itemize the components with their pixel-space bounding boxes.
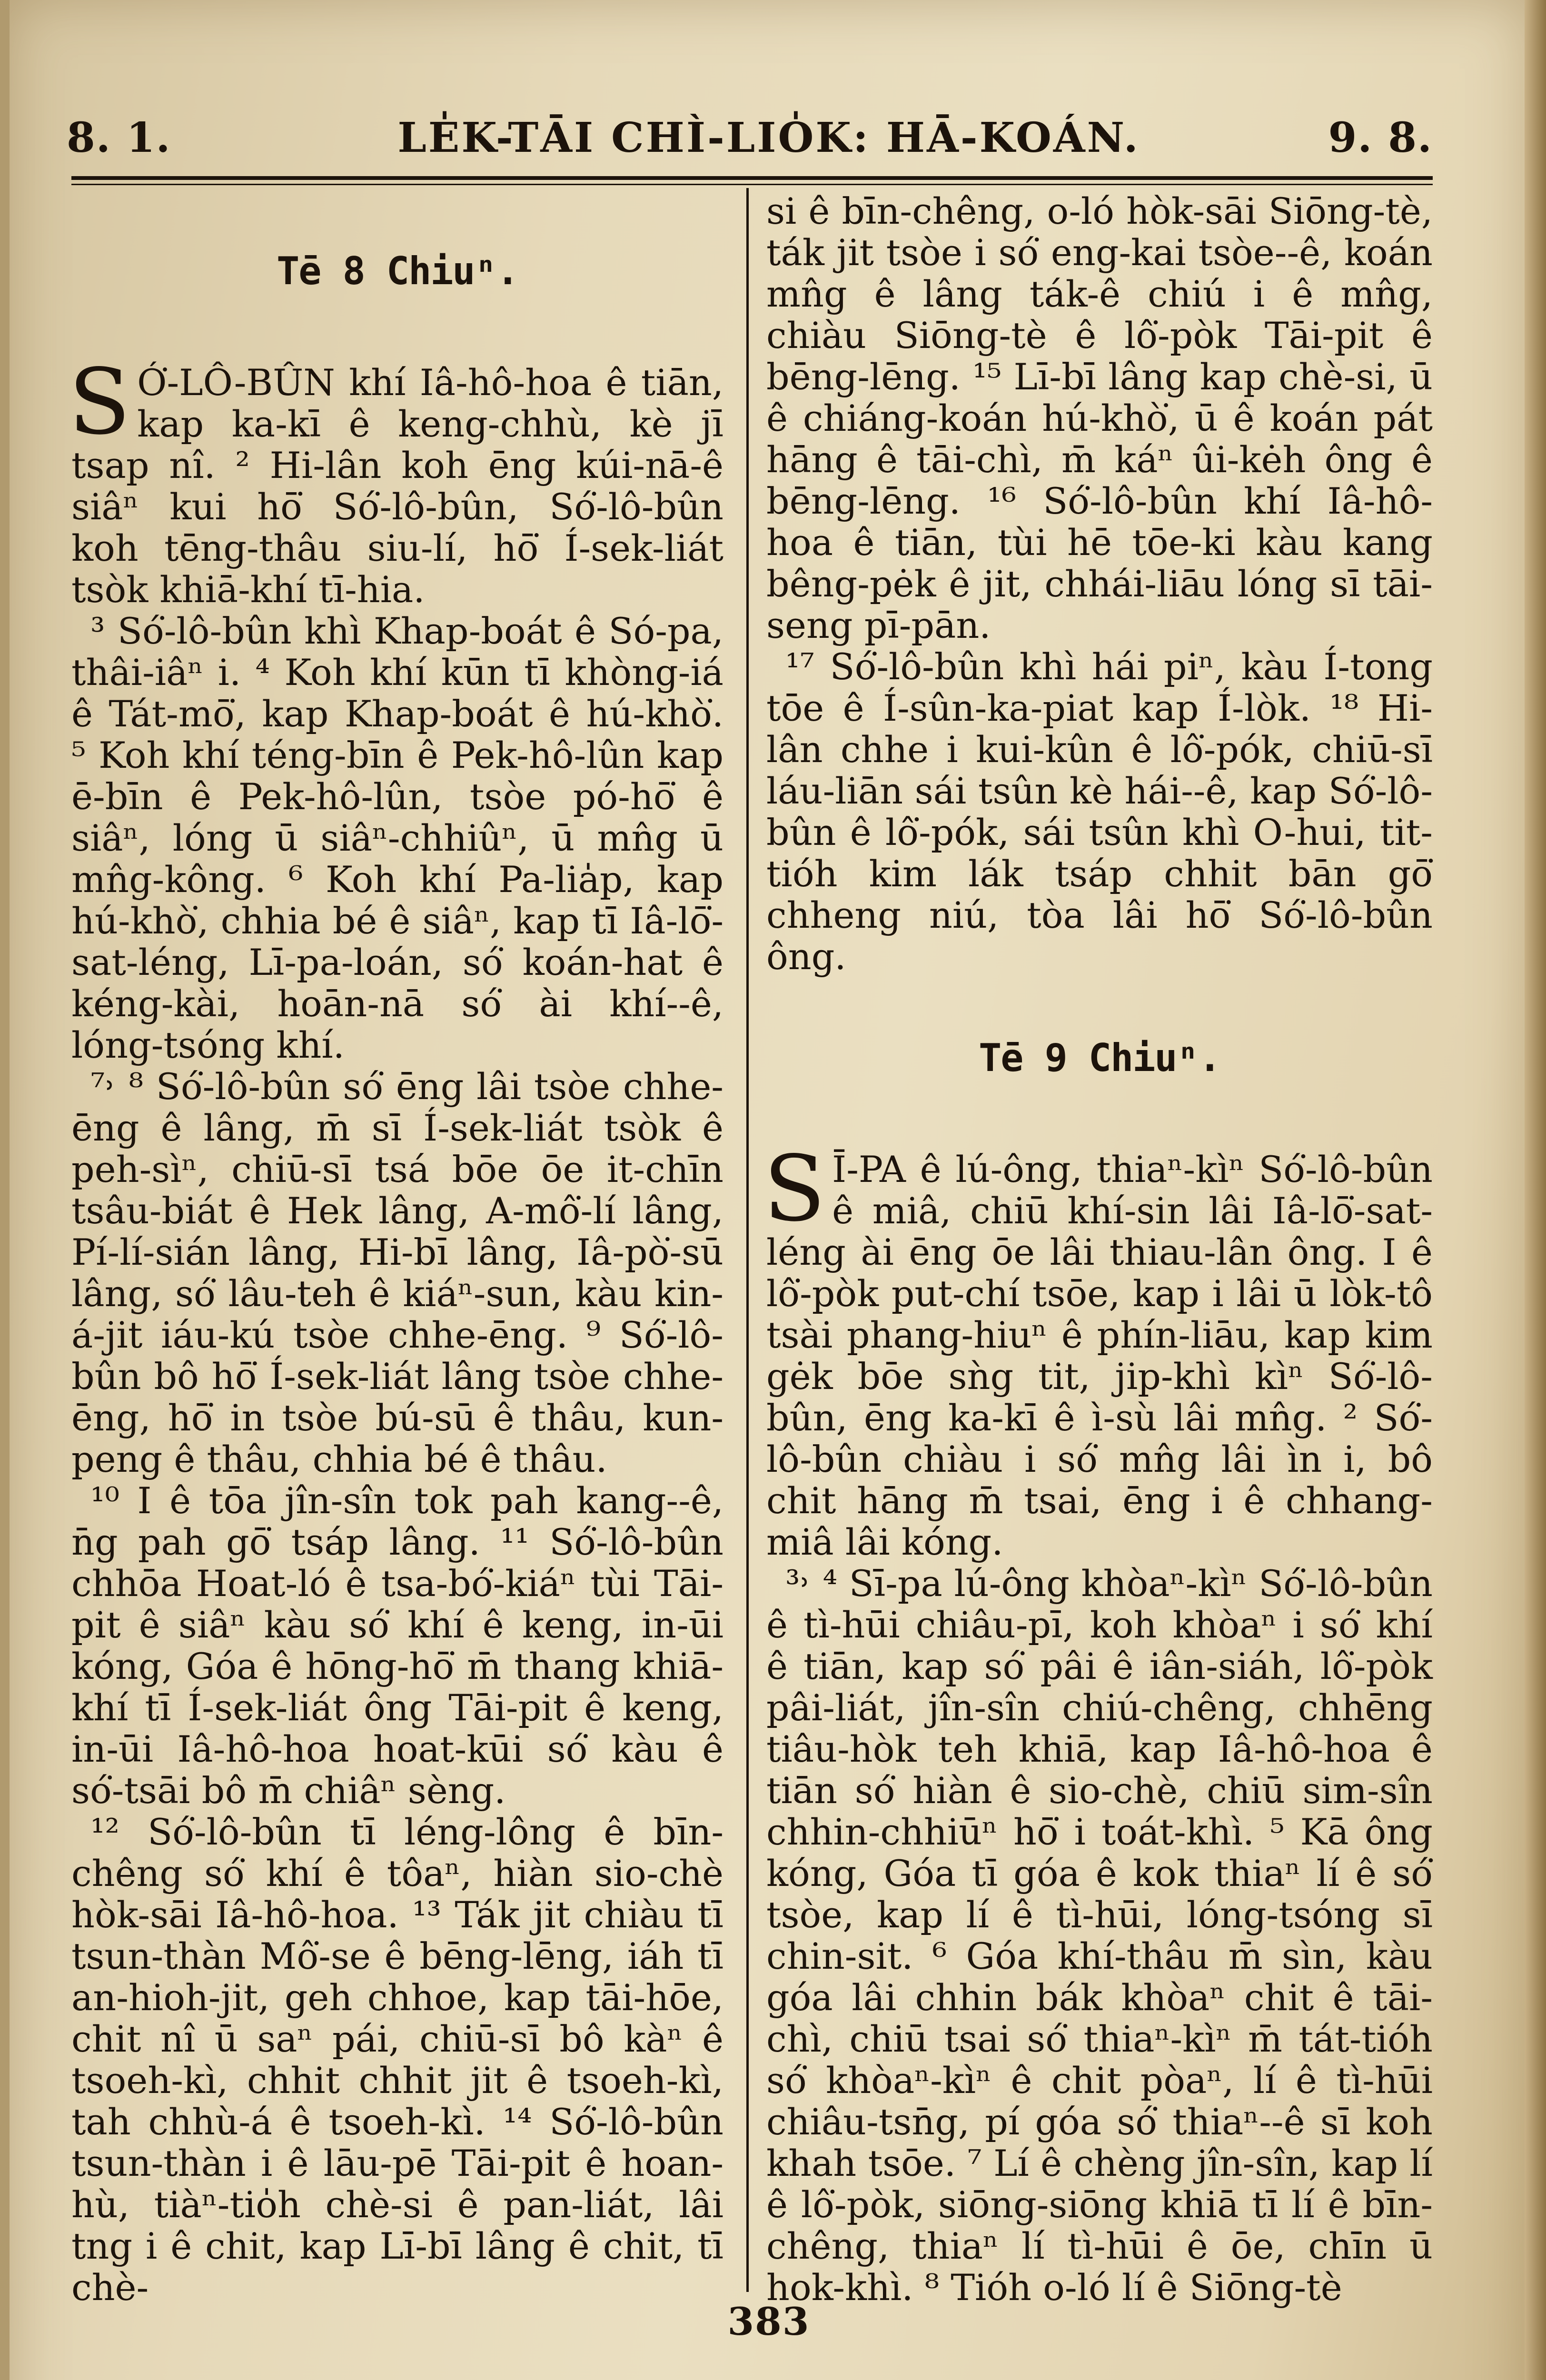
running-head-right-reference: 9. 8.	[1328, 114, 1433, 162]
drop-cap-s: S	[69, 349, 131, 455]
book-page	[10, 0, 1528, 2380]
chapter-heading-9-text: Tē 9 Chiuⁿ.	[979, 1036, 1220, 1080]
header-rule-thin	[71, 184, 1433, 185]
paragraph-1	[69, 349, 723, 611]
paragraph-5: ¹² Só͘-lô-bûn tī léng-lông ê bīn-chêng só͘ khí ê tôaⁿ, hiàn sio-chè hòk-sāi Iâ-hô-hoa. ¹³ Ták jit chiàu tī tsun-thàn Mô͘-se ê bēng-lēng, iáh tī an-hioh-jit, geh chhoe, kap tāi-hōe, chit nî ū saⁿ pái, chiū-sī bô kàⁿ ê tsoeh-kì, chhit chhit jit ê tsoeh-kì, tah chhù-á ê tsoeh-kì. ¹⁴ Só͘-lô-bûn tsun-thàn i ê lāu-pē Tāi-pit ê hoan-hù, tiàⁿ-tio̍h chè-si ê pan-liát, lâi tng i ê chit, kap Lī-bī lâng ê chit, tī chè-	[71, 1811, 723, 2309]
running-head-title: LE̍K-TĀI CHÌ-LIO̍K: HĀ-KOÁN.	[397, 114, 1140, 162]
right-column	[763, 190, 1433, 2309]
paragraph-2: ³ Só͘-lô-bûn khì Khap-boát ê Só-pa, thâi-iâⁿ i. ⁴ Koh khí kūn tī khòng-iá ê Tát-mō͘, kap Khap-boát ê hú-khò͘. ⁵ Koh khí téng-bīn ê Pek-hô-lûn kap ē-bīn ê Pek-hô-lûn, tsòe pó-hō͘ ê siâⁿ, lóng ū siâⁿ-chhiûⁿ, ū mn̂g ū mn̂g-kông. ⁶ Koh khí Pa-lia̍p, kap hú-khò͘, chhia bé ê siâⁿ, kap tī Iâ-lō͘-sat-léng, Lī-pa-loán, só͘ koán-hat ê kéng-kài, hoān-nā só͘ ài khí--ê, lóng-tsóng khí.	[71, 610, 723, 1066]
column-divider	[746, 188, 749, 2292]
paragraph-6: si ê bīn-chêng, o-ló hòk-sāi Siōng-tè, ták jit tsòe i só͘ eng-kai tsòe--ê, koán mn̂g ê lâng ták-ê chiú i ê mn̂g, chiàu Siōng-tè ê lô͘-pòk Tāi-pit ê bēng-lēng. ¹⁵ Lī-bī lâng kap chè-si, ū ê chiáng-koán hú-khò͘, ū ê koán pát hāng ê tāi-chì, m̄ káⁿ ûi-kėh ông ê bēng-lēng. ¹⁶ Só͘-lô-bûn khí Iâ-hô-hoa ê tiān, tùi hē tōe-ki kàu kang bêng-pėk ê jit, chhái-liāu lóng sī tāi-seng pī-pān.	[766, 190, 1433, 646]
paragraph-1-text: Ó͘-LÔ-BÛN khí Iâ-hô-hoa ê tiān, kap ka-kī ê keng-chhù, kè jī tsap nî. ² Hi-lân koh ēng kúi-nā-ê siâⁿ kui hō͘ Só͘-lô-bûn, Só͘-lô-bûn koh tēng-thâu siu-lí, hō͘ Í-sek-liát tsòk khiā-khí tī-hia.	[71, 361, 723, 611]
running-head-left-reference: 8. 1.	[67, 114, 171, 162]
page-number: 383	[727, 2299, 810, 2344]
book-edge	[1525, 0, 1546, 2380]
header-rule-thick	[71, 176, 1433, 180]
left-column	[71, 190, 723, 2308]
paragraph-7: ¹⁷ Só͘-lô-bûn khì hái piⁿ, kàu Í-tong tōe ê Í-sûn-ka-piat kap Í-lòk. ¹⁸ Hi-lân chhe i kui-kûn ê lô͘-pók, chiū-sī láu-liān sái tsûn kè hái--ê, kap Só͘-lô-bûn ê lô͘-pók, sái tsûn khì O-hui, tit-tióh kim lák tsáp chhit bān gō͘ chheng niú, tòa lâi hō͘ Só͘-lô-bûn ông.	[766, 645, 1433, 978]
chapter-heading-9	[766, 1034, 1433, 1082]
paragraph-8-text: Ī-PA ê lú-ông, thiaⁿ-kìⁿ Só͘-lô-bûn ê miâ, chiū khí-sin lâi Iâ-lō͘-sat-léng ài ēng ōe lâi thiau-lân ông. I ê lô͘-pòk put-chí tsōe, kap i lâi ū lòk-tô tsài phang-hiuⁿ ê phín-liāu, kap kim gėk bōe sǹg tit, jip-khì kìⁿ Só͘-lô-bûn, ēng ka-kī ê ì-sù lâi mn̂g. ² Só͘-lô-bûn chiàu i só͘ mn̂g lâi ìn i, bô chit hāng m̄ tsai, ēng i ê chhang-miâ lâi kóng.	[766, 1148, 1433, 1563]
chapter-heading-8	[71, 248, 723, 295]
paragraph-4: ¹⁰ I ê tōa jîn-sîn tok pah kang--ê, n̄g pah gō͘ tsáp lâng. ¹¹ Só͘-lô-bûn chhōa Hoat-ló ê tsa-bó͘-kiáⁿ tùi Tāi-pit ê siâⁿ kàu só͘ khí ê keng, in-ūi kóng, Góa ê hōng-hō͘ m̄ thang khiā-khí tī Í-sek-liát ông Tāi-pit ê keng, in-ūi Iâ-hô-hoa hoat-kūi só͘ kàu ê só͘-tsāi bô m̄ chiâⁿ sèng.	[71, 1479, 723, 1812]
chapter-heading-8-text: Tē 8 Chiuⁿ.	[277, 249, 518, 293]
paragraph-9: ³˒ ⁴ Sī-pa lú-ông khòaⁿ-kìⁿ Só͘-lô-bûn ê tì-hūi chiâu-pī, koh khòaⁿ i só͘ khí ê tiān, kap só͘ pâi ê iân-siáh, lô͘-pòk pâi-liát, jîn-sîn chiú-chêng, chhēng tiâu-hòk teh khiā, kap Iâ-hô-hoa ê tiān só͘ hiàn ê sio-chè, chiū sim-sîn chhin-chhiūⁿ hō͘ i toát-khì. ⁵ Kā ông kóng, Góa tī góa ê kok thiaⁿ lí ê só͘ tsòe, kap lí ê tì-hūi, lóng-tsóng sī chin-sit. ⁶ Góa khí-thâu m̄ sìn, kàu góa lâi chhin bák khòaⁿ chit ê tāi-chì, chiū tsai só͘ thiaⁿ-kìⁿ m̄ tát-tióh só͘ khòaⁿ-kìⁿ ê chit pòaⁿ, lí ê tì-hūi chiâu-tsn̄g, pí góa só͘ thiaⁿ--ê sī koh khah tsōe. ⁷ Lí ê chèng jîn-sîn, kap lí ê lô͘-pòk, siōng-siōng khiā tī lí ê bīn-chêng, thiaⁿ lí tì-hūi ê ōe, chīn ū hok-khì. ⁸ Tióh o-ló lí ê Siōng-tè	[766, 1562, 1433, 2309]
paragraph-8	[763, 1136, 1433, 1563]
drop-cap-s-2: S	[763, 1136, 826, 1241]
paragraph-3: ⁷˒ ⁸ Só͘-lô-bûn só͘ ēng lâi tsòe chhe-ēng ê lâng, m̄ sī Í-sek-liát tsòk ê peh-sìⁿ, chiū-sī tsá bōe ōe it-chīn tsâu-biát ê Hek lâng, A-mô͘-lí lâng, Pí-lí-sián lâng, Hi-bī lâng, Iâ-pò͘-sū lâng, só͘ lâu-teh ê kiáⁿ-sun, kàu kin-á-jit iáu-kú tsòe chhe-ēng. ⁹ Só͘-lô-bûn bô hō͘ Í-sek-liát lâng tsòe chhe-ēng, hō͘ in tsòe bú-sū ê thâu, kun-peng ê thâu, chhia bé ê thâu.	[71, 1065, 723, 1480]
